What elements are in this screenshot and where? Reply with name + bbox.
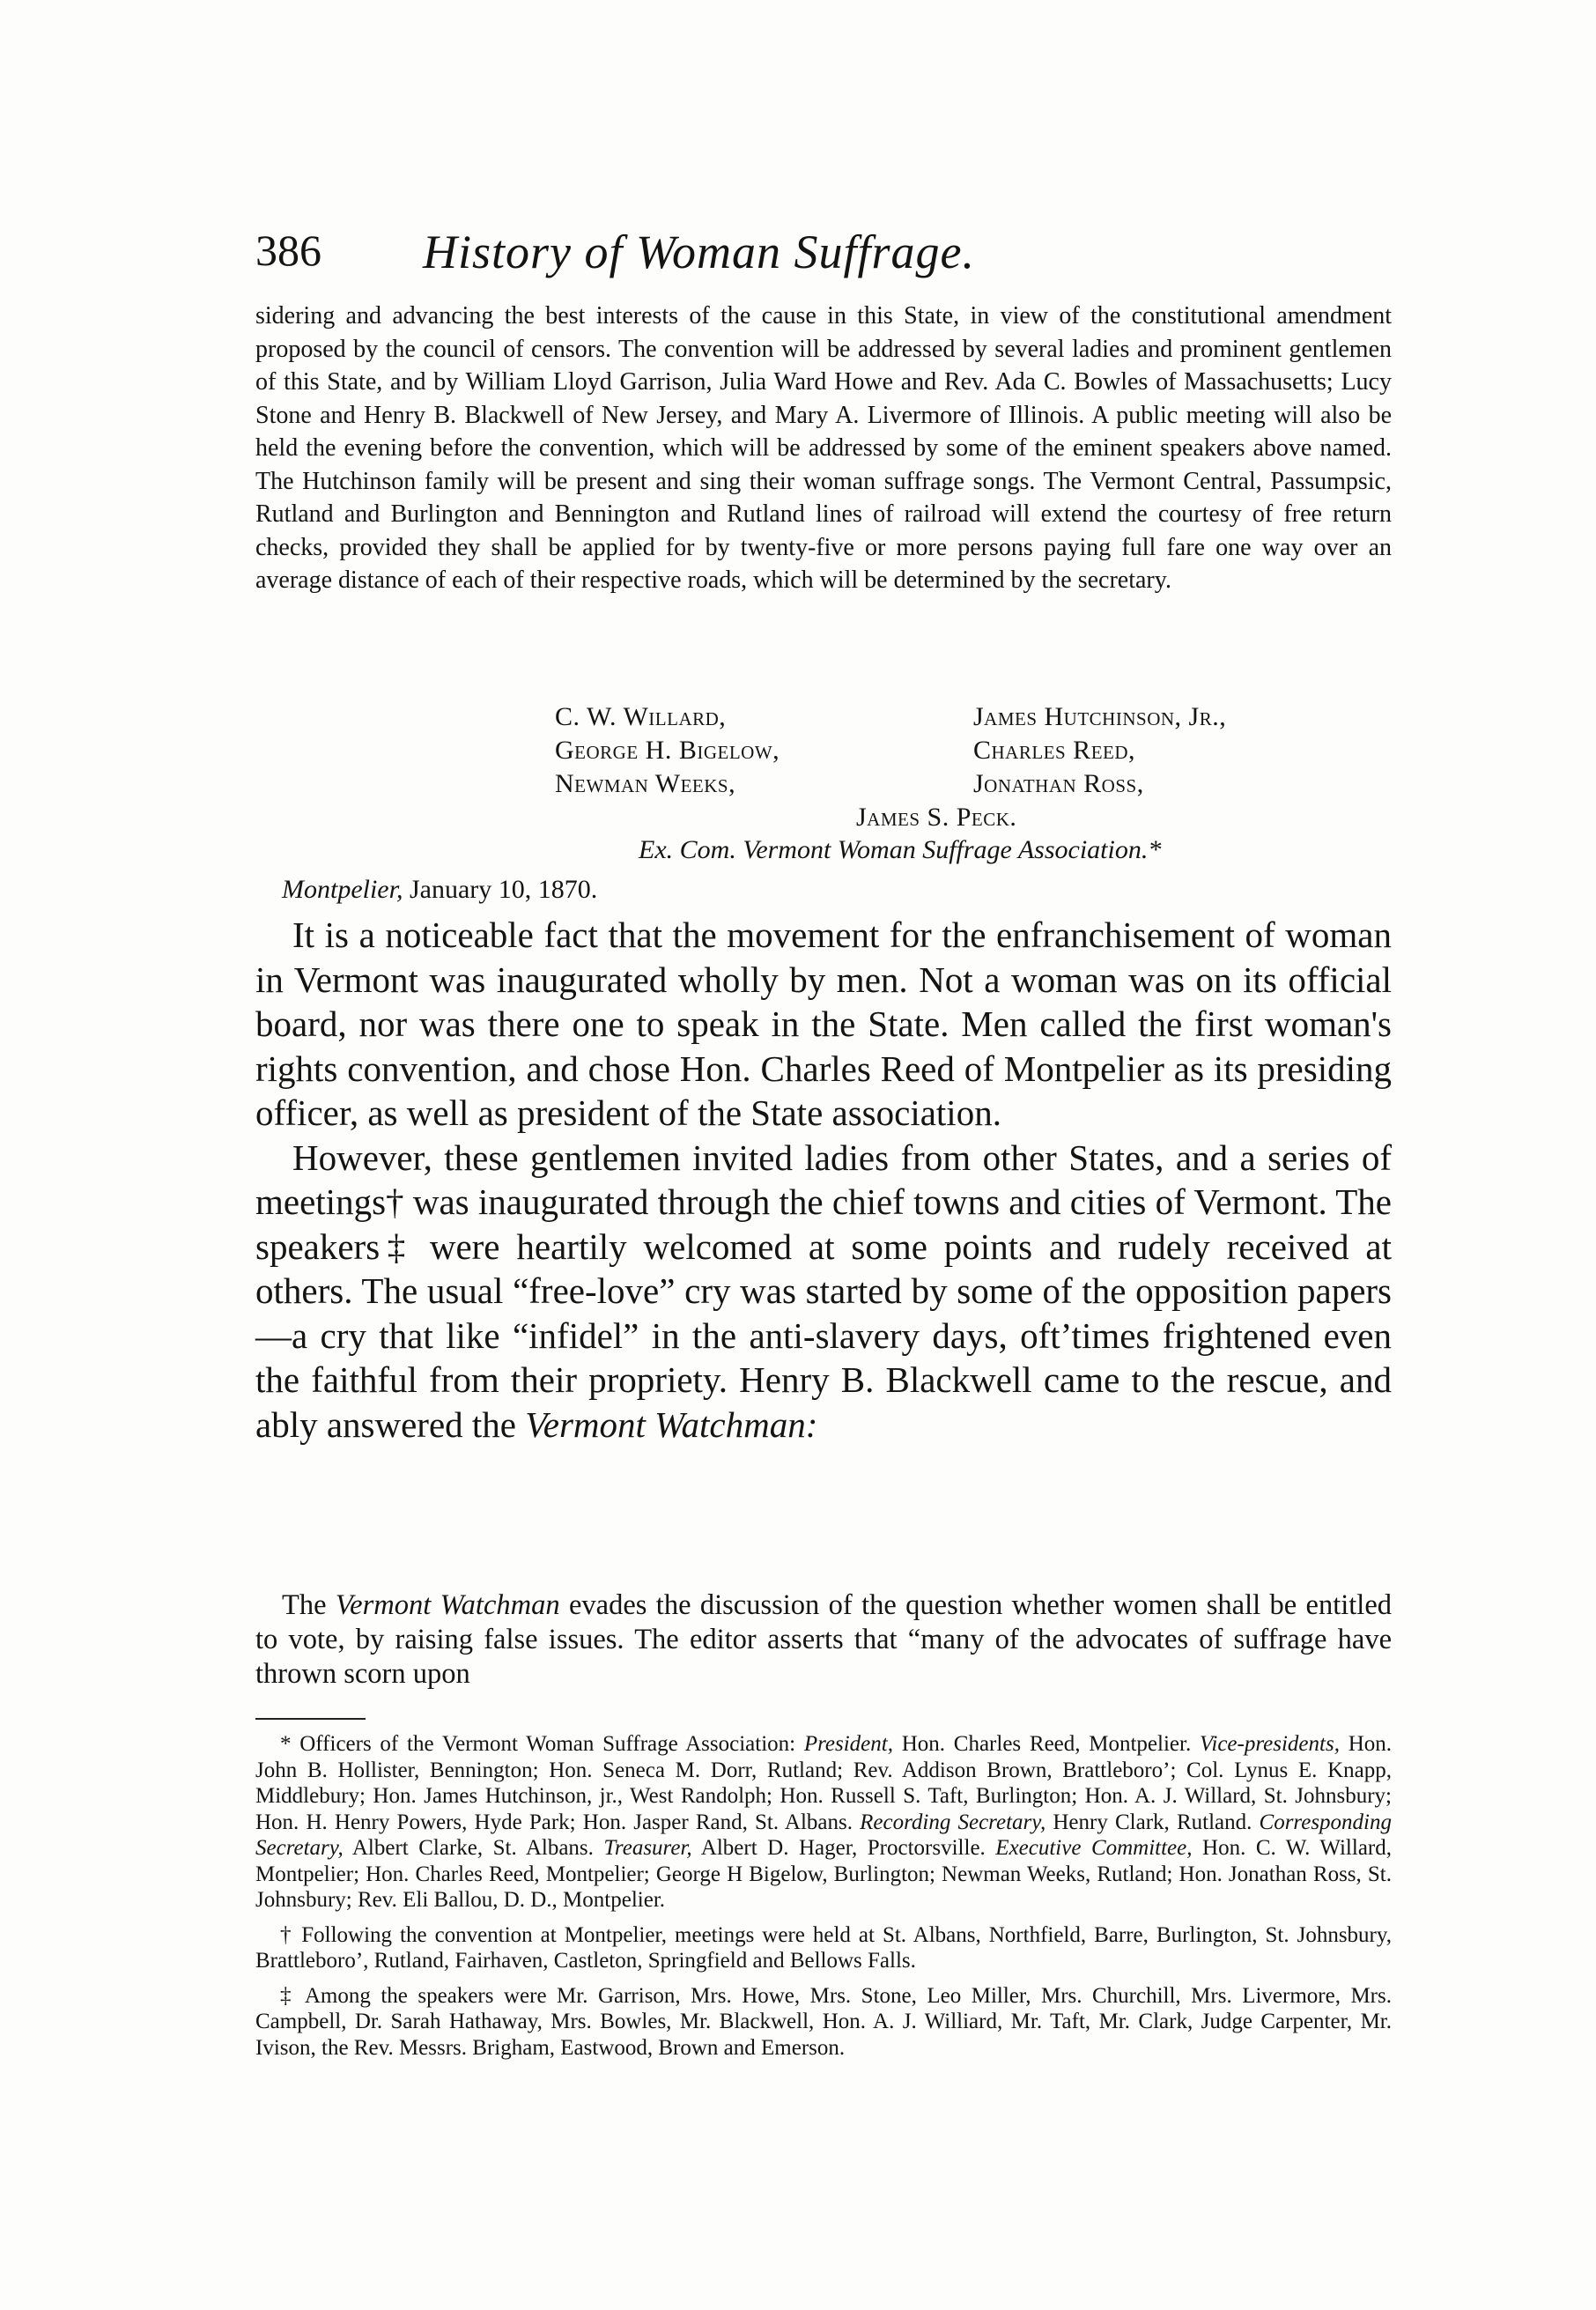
footnote-officers	[255, 1731, 1392, 1914]
footnote-text: Hon. C. W. Willard, Montpelier; Hon. Charles Reed, Montpelier; George H Bigelow, Burlington; Newman Weeks, Rutland; Hon. Jonathan Ross, St. Johnsbury; Rev. Eli Ballou, D. D., Montpelier.	[255, 1836, 1392, 1912]
footnote-label: Executive Committee,	[995, 1836, 1193, 1860]
footnotes	[255, 1731, 1392, 2069]
running-title: History of Woman Suffrage.	[423, 226, 976, 278]
signatory: James S. Peck.	[856, 803, 1017, 832]
convention-call-text: sidering and advancing the best interests of the cause in this State, in view of the constitutional amendment proposed by the council of censors. The convention will be addressed by several ladies and prominent gentlemen of this State, and by William Lloyd Garrison, Julia Ward Howe and Rev. Ada C. Bowles of Massachusetts; Lucy Stone and Henry B. Blackwell of New Jersey, and Mary A. Livermore of Illinois. A public meeting will also be held the evening before the convention, which will be addressed by some of the eminent speakers above named. The Hutchinson family will be present and sing their woman suffrage songs. The Vermont Central, Passumpsic, Rutland and Burlington and Bennington and Rutland lines of railroad will extend the courtesy of free return checks, provided they shall be applied for by twenty-five or more persons paying full fare one way over an average distance of each of their respective roads, which will be determined by the secretary.	[255, 302, 1392, 594]
signatory: Charles Reed,	[973, 736, 1136, 765]
paragraph-italic: Vermont Watchman:	[525, 1403, 818, 1445]
paragraph-text: However, these gentlemen invited ladies from other States, and a series of meetings† was inaugurated through the chief towns and cities of Vermont. The speakers‡ were heartily welcomed at some points and rudely received at others. The usual “free-love” cry was started by some of the opposition papers—a cry that like “infidel” in the anti-slavery days, oft’times frightened even the faithful from their propriety. Henry B. Blackwell came to the rescue, and ably answered the	[255, 1136, 1392, 1445]
quote-text: evades the discussion of the question whether women shall be entitled to vote, by raising false issues. The editor asserts that “many of the advocates of suffrage have thrown scorn upon	[255, 1589, 1393, 1690]
footnote-label: President,	[803, 1732, 893, 1756]
quote-prefix: The	[282, 1589, 327, 1621]
footnote-text: Albert D. Hager, Proctorsville.	[700, 1836, 986, 1860]
footnote-meetings: † Following the convention at Montpelier, meetings were held at St. Albans, Northfield, Barre, Burlington, St. Johnsbury, Brattleboro’, Rutland, Fairhaven, Castleton, Springfield and Bellows Falls.	[255, 1922, 1392, 1973]
paragraph: It is a noticeable fact that the movement for the enfranchisement of woman in Vermont was inaugurated wholly by men. Not a woman was on its official board, nor was there one to speak in the State. Men called the first woman's rights convention, and chose Hon. Charles Reed of Montpelier as its presiding officer, as well as president of the State association.	[255, 914, 1392, 1133]
signatory: James Hutchinson, Jr.,	[973, 702, 1227, 731]
footnote-text: Hon. John B. Hollister, Bennington; Hon. Seneca M. Dorr, Rutland; Rev. Addison Brown, Brattleboro’; Col. Lynus E. Knapp, Middlebury; Hon. James Hutchinson, jr., West Randolph; Hon. Russell S. Taft, Burlington; Hon. A. J. Willard, St. Johnsbury; Hon. H. Henry Powers, Hyde Park; Hon. Jasper Rand, St. Albans.	[255, 1732, 1393, 1834]
footnote-label: Corresponding Secretary,	[255, 1810, 1392, 1860]
body-text	[255, 913, 1392, 1447]
footnote-label: Treasurer,	[603, 1836, 692, 1860]
signatory: Jonathan Ross,	[973, 769, 1144, 798]
signatory: Newman Weeks,	[555, 769, 736, 798]
footnote-text: Hon. Charles Reed, Montpelier.	[901, 1732, 1192, 1756]
paragraph	[255, 1136, 1392, 1447]
signatory: C. W. Willard,	[555, 702, 727, 731]
footnote-text: * Officers of the Vermont Woman Suffrage Association:	[280, 1732, 796, 1756]
quoted-letter	[255, 1588, 1392, 1692]
footnote-rule	[255, 1718, 366, 1720]
footnote-label: Recording Secretary,	[860, 1810, 1046, 1834]
page-number: 386	[255, 226, 321, 275]
footnote-label: Vice-presidents,	[1199, 1732, 1340, 1756]
signatory-role: Ex. Com. Vermont Woman Suffrage Association.*	[639, 835, 1162, 864]
quote-italic: Vermont Watchman	[335, 1589, 560, 1621]
dateline-place: Montpelier,	[282, 875, 403, 904]
dateline	[282, 875, 597, 905]
footnote-speakers: ‡ Among the speakers were Mr. Garrison, Mrs. Howe, Mrs. Stone, Leo Miller, Mrs. Churchill, Mrs. Livermore, Mrs. Campbell, Dr. Sarah Hathaway, Mrs. Bowles, Mr. Blackwell, Hon. A. J. Williard, Mr. Taft, Mr. Clark, Judge Carpenter, Mr. Ivison, the Rev. Messrs. Brigham, Eastwood, Brown and Emerson.	[255, 1983, 1392, 2060]
footnote-text: Henry Clark, Rutland.	[1053, 1810, 1252, 1834]
dateline-date: January 10, 1870.	[409, 875, 598, 904]
running-header	[255, 225, 1392, 295]
signatory: George H. Bigelow,	[555, 736, 780, 765]
footnote-text: Albert Clarke, St. Albans.	[351, 1836, 594, 1860]
